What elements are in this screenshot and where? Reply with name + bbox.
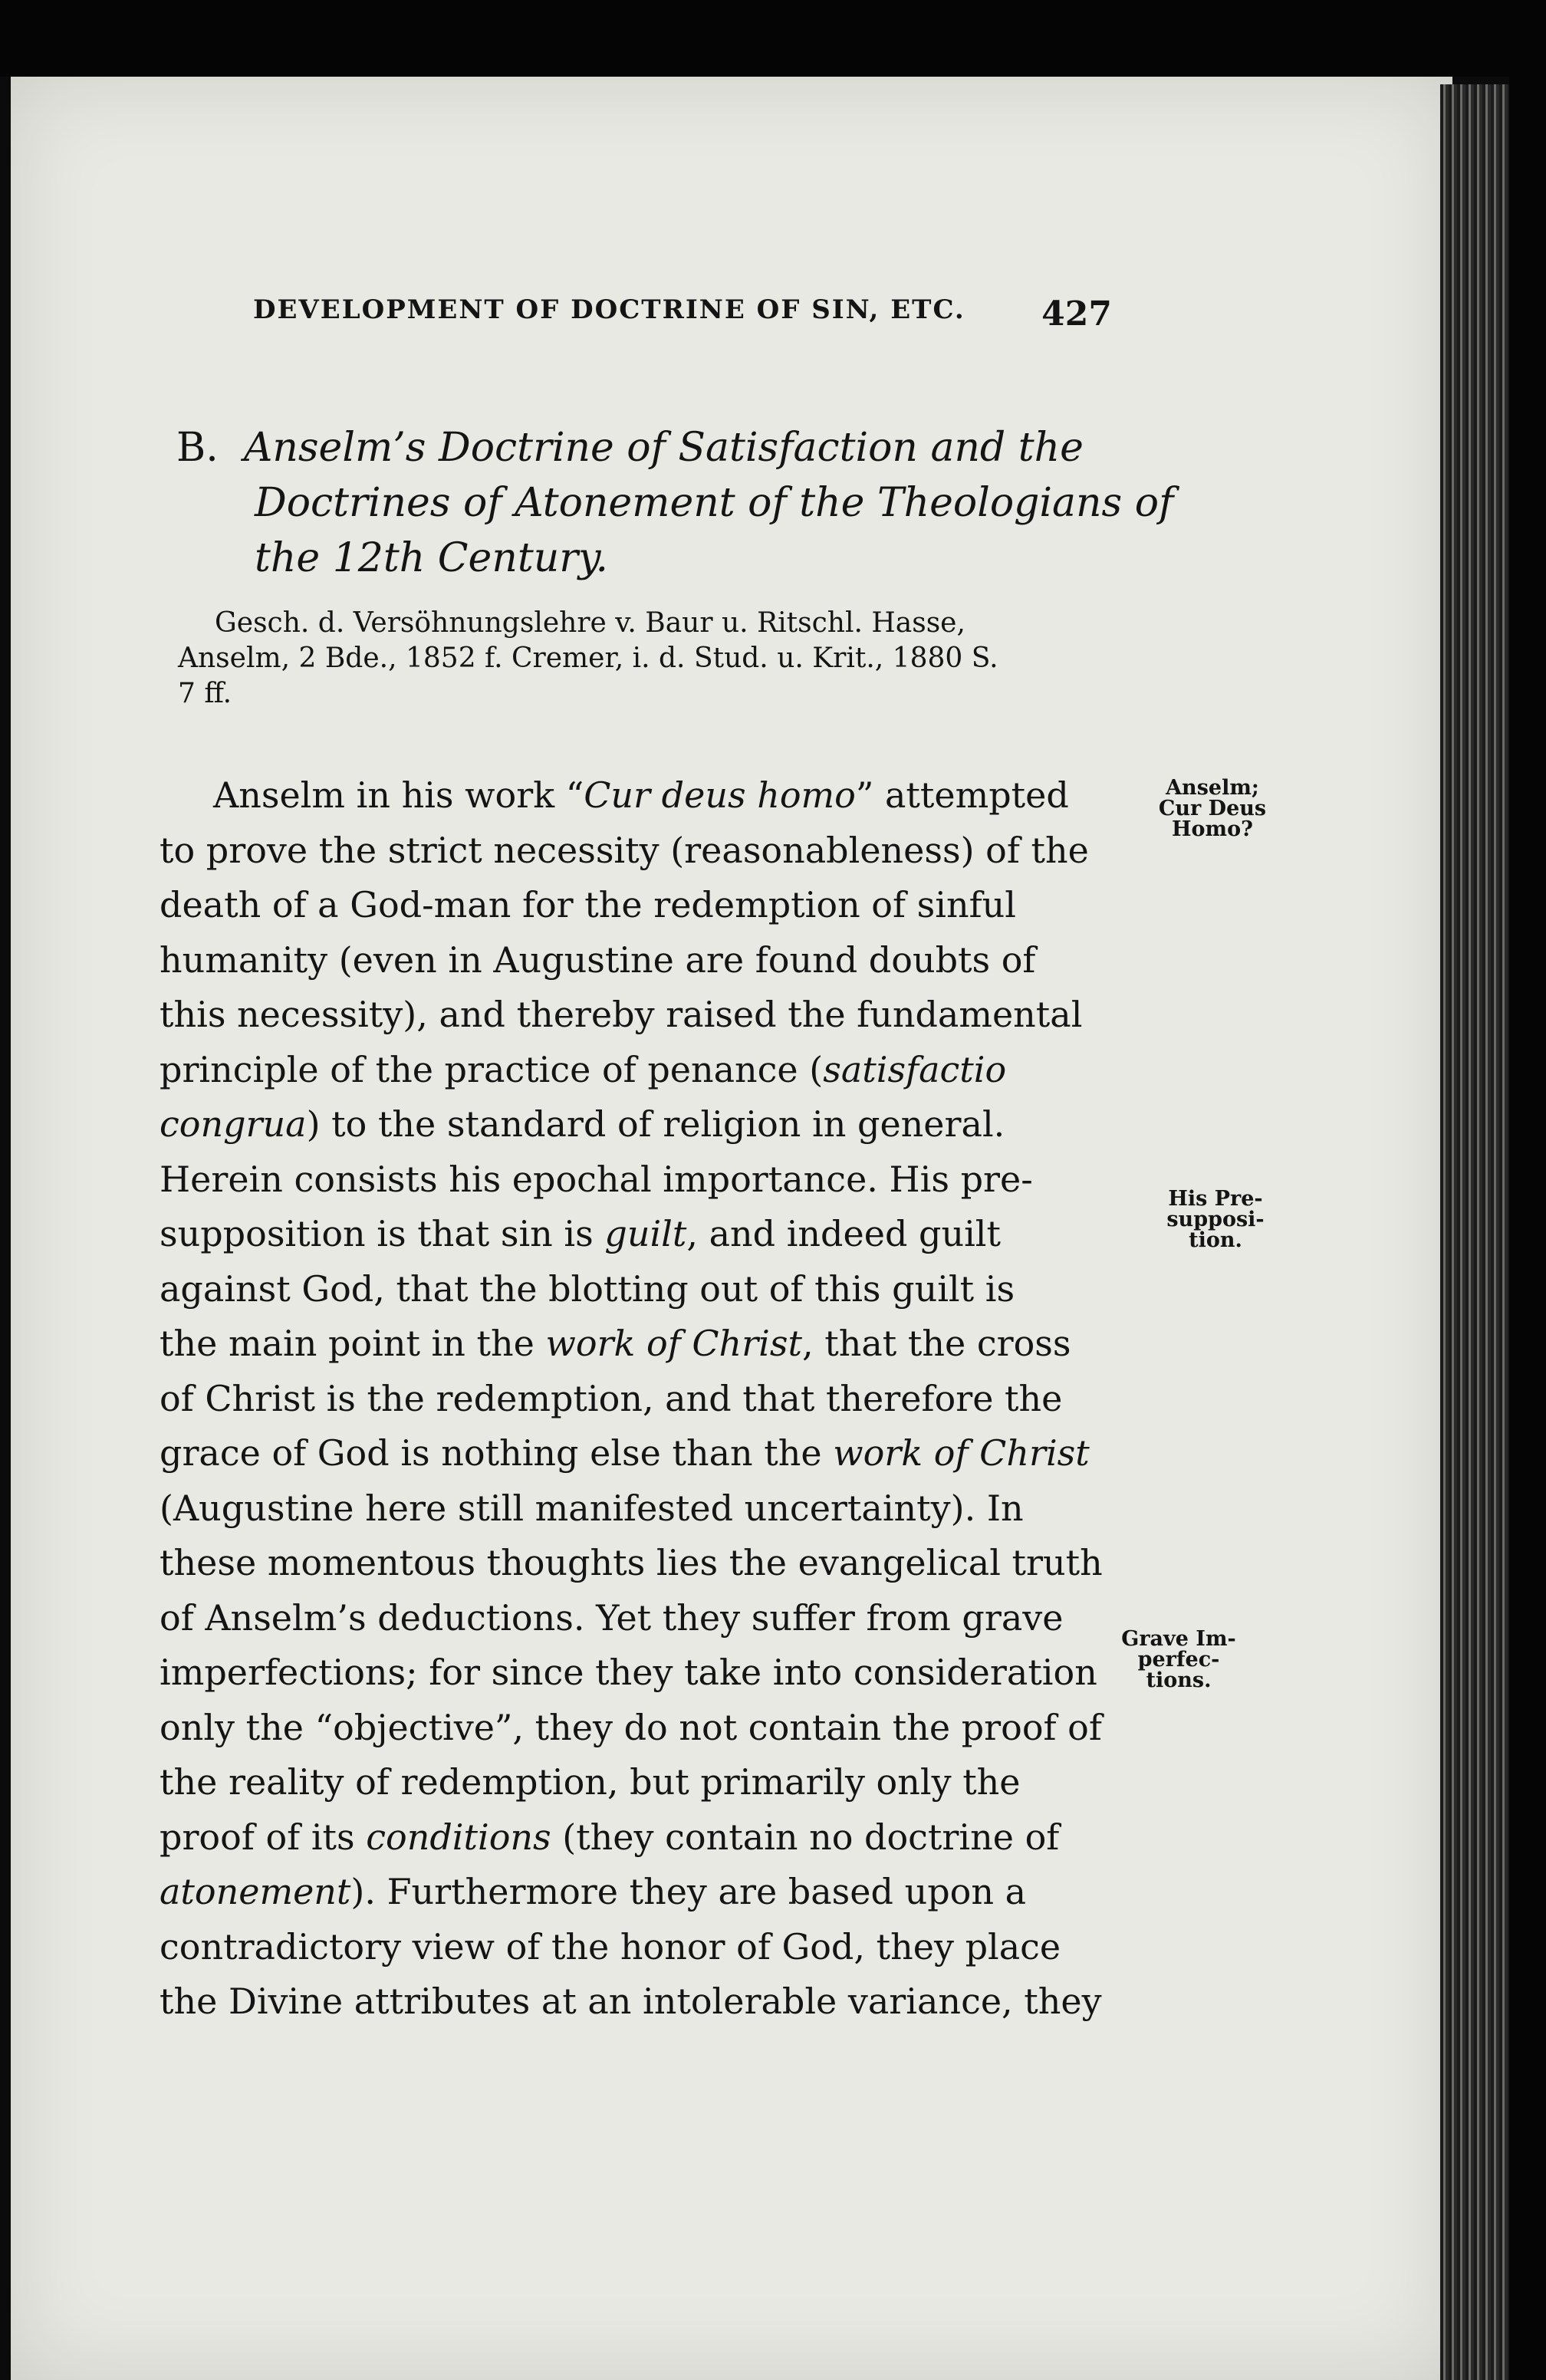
body-line <box>160 1043 1118 1098</box>
reference-line: Anselm, 2 Bde., 1852 f. Cremer, i. d. Stud. u. Krit., 1880 S. <box>178 643 998 674</box>
margin-note-line: Anselm; <box>1166 776 1259 800</box>
body-line: these momentous thoughts lies the evangelical truth <box>160 1542 1103 1583</box>
margin-note-line: His Pre- <box>1168 1187 1263 1211</box>
margin-note-line: tions. <box>1146 1668 1212 1692</box>
margin-note-line: supposi- <box>1166 1208 1265 1231</box>
scan-top-border <box>0 0 1546 77</box>
body-line <box>160 1097 1118 1152</box>
section-heading-line-2 <box>176 475 1174 531</box>
page-number: 427 <box>1041 294 1112 334</box>
margin-note-imperfections <box>1113 1629 1244 1691</box>
body-line: humanity (even in Augustine are found doubts of <box>160 939 1036 981</box>
body-line: to prove the strict necessity (reasonableness) of the <box>160 829 1089 871</box>
text-run: Anselm in his work “ <box>213 774 584 816</box>
margin-note-presupposition <box>1150 1188 1281 1251</box>
section-heading <box>176 420 1174 586</box>
text-run: ). Furthermore they are based upon a <box>350 1871 1027 1912</box>
text-run: , that the cross <box>801 1323 1071 1364</box>
body-line <box>160 1207 1118 1262</box>
body-line: the reality of redemption, but primarily only the <box>160 1761 1021 1803</box>
text-run: supposition is that sin is <box>160 1213 605 1254</box>
text-run: ” attempted <box>855 774 1069 816</box>
margin-note-line: perfec- <box>1137 1648 1220 1672</box>
text-run: the main point in the <box>160 1323 546 1364</box>
body-line <box>160 1865 1118 1920</box>
section-heading-line-3 <box>176 531 1120 586</box>
page-stack-edge <box>1440 84 1509 2380</box>
body-line <box>160 1317 1118 1372</box>
margin-note-line: Grave Im- <box>1121 1627 1236 1651</box>
section-title-line-3: the 12th Century. <box>255 535 609 581</box>
body-line: the Divine attributes at an intolerable variance, they <box>160 1981 1102 2022</box>
body-line: imperfections; for since they take into consideration <box>160 1652 1097 1693</box>
margin-note-anselm <box>1147 777 1278 840</box>
section-label: B. <box>176 425 219 471</box>
italic-run: satisfactio <box>823 1048 1007 1090</box>
text-run: proof of its <box>160 1816 367 1858</box>
body-line: of Anselm’s deductions. Yet they suffer from grave <box>160 1596 1064 1639</box>
body-line <box>160 1810 1118 1866</box>
italic-run: congrua <box>160 1103 307 1145</box>
body-text <box>160 768 1118 2030</box>
margin-note-line: Homo? <box>1172 817 1253 841</box>
margin-note-line: Cur Deus <box>1158 797 1267 820</box>
italic-run: guilt <box>604 1213 687 1254</box>
bibliography-note <box>178 606 1121 712</box>
text-run: (they contain no doctrine of <box>551 1816 1060 1858</box>
text-run: principle of the practice of penance ( <box>160 1048 824 1090</box>
text-run: grace of God is nothing else than the <box>160 1432 834 1474</box>
text-run: , and indeed guilt <box>686 1213 1002 1254</box>
running-header-title: DEVELOPMENT OF DOCTRINE OF SIN, ETC. <box>253 294 965 325</box>
body-line <box>160 768 1118 823</box>
section-title-line-2: Doctrines of Atonement of the Theologians of <box>255 480 1174 526</box>
body-line: (Augustine here still manifested uncertainty). In <box>160 1487 1024 1529</box>
body-line: this necessity), and thereby raised the fundamental <box>160 994 1083 1035</box>
margin-note-line: tion. <box>1189 1228 1242 1252</box>
body-line: of Christ is the redemption, and that therefore the <box>160 1377 1063 1419</box>
body-line: only the “objective”, they do not contain the proof of <box>160 1706 1102 1748</box>
reference-line: Gesch. d. Versöhnungslehre v. Baur u. Ritschl. Hasse, <box>215 607 965 639</box>
scan-right-border <box>1509 0 1546 2380</box>
italic-run: work of Christ <box>545 1323 802 1364</box>
reference-line: 7 ff. <box>178 678 232 709</box>
body-line: Herein consists his epochal importance. His pre- <box>160 1158 1033 1200</box>
body-line: contradictory view of the honor of God, they place <box>160 1925 1061 1967</box>
body-line: against God, that the blotting out of this guilt is <box>160 1267 1015 1310</box>
italic-run: work of Christ <box>833 1432 1090 1474</box>
running-header <box>253 294 1112 334</box>
italic-run: atonement <box>160 1871 351 1912</box>
text-run: ) to the standard of religion in general. <box>306 1103 1005 1145</box>
body-line <box>160 1426 1118 1481</box>
italic-run: conditions <box>366 1816 551 1858</box>
section-heading-line-1 <box>176 420 1120 475</box>
section-title-line-1: Anselm’s Doctrine of Satisfaction and the <box>243 425 1084 471</box>
body-line: death of a God-man for the redemption of sinful <box>160 884 1016 925</box>
italic-run: Cur deus homo <box>584 774 856 816</box>
